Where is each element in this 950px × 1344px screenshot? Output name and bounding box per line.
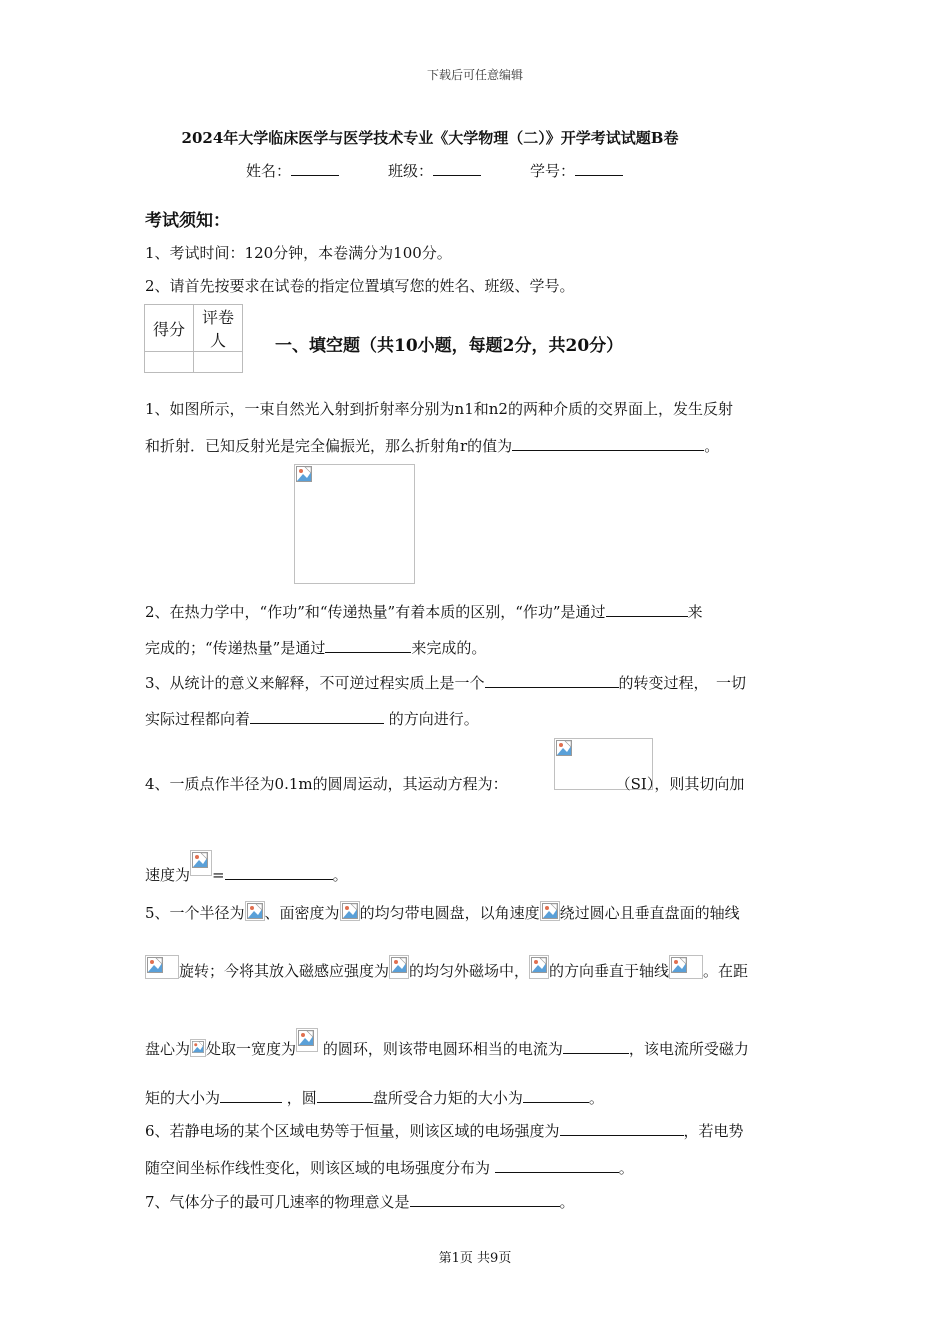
question-5-line-3: 盘心为 处取一宽度为 的圆环，则该带电圆环相当的电流为 ，该电流所受磁力: [145, 1028, 749, 1059]
broken-image-inline: [389, 955, 409, 979]
name-label: 姓名：: [246, 162, 292, 180]
broken-image-figure: [294, 464, 415, 584]
broken-image-inline: [296, 1028, 318, 1052]
class-field-group: [388, 160, 481, 181]
broken-image-icon: [391, 957, 407, 973]
answer-blank[interactable]: [225, 879, 333, 880]
question-5-line-1: 5、一个半径为 、面密度为 的均匀带电圆盘，以角速度 绕过圆心且垂直盘面的轴线: [145, 901, 740, 923]
answer-blank[interactable]: [250, 723, 384, 724]
question-7-line-1: 7、气体分子的最可几速率的物理意义是 。: [145, 1193, 575, 1211]
broken-image-inline: [540, 901, 560, 921]
broken-image-inline: [529, 955, 549, 979]
answer-blank[interactable]: [495, 1172, 619, 1173]
page-title: 2024年大学临床医学与医学技术专业《大学物理（二）》开学考试试题B卷: [181, 129, 679, 147]
question-5-line-4: 矩的大小为 ，圆 盘所受合力矩的大小为 。: [145, 1089, 604, 1107]
question-4-line-1: 4、一质点作半径为0.1m的圆周运动，其运动方程为： （SI），则其切向加: [145, 775, 745, 793]
broken-image-icon: [147, 957, 163, 973]
id-field-group: [530, 160, 623, 181]
question-1-line-1: 1、如图所示，一束自然光入射到折射率分别为n1和n2的两种介质的交界面上，发生反射: [145, 400, 733, 418]
answer-blank[interactable]: [485, 687, 619, 688]
question-6-line-1: 6、若静电场的某个区域电势等于恒量，则该区域的电场强度为 ，若电势: [145, 1122, 744, 1140]
question-6-line-2: 随空间坐标作线性变化，则该区域的电场强度分布为 。: [145, 1159, 634, 1177]
question-3-line-2: 实际过程都向着 的方向进行。: [145, 710, 479, 728]
answer-blank[interactable]: [220, 1102, 282, 1103]
name-blank[interactable]: [291, 175, 339, 176]
notice-item: 2、请首先按要求在试卷的指定位置填写您的姓名、班级、学号。: [145, 277, 575, 295]
answer-blank[interactable]: [317, 1102, 373, 1103]
id-blank[interactable]: [575, 175, 623, 176]
question-5-line-2: 旋转；今将其放入磁感应强度为 的均匀外磁场中， 的方向垂直于轴线 。在距: [145, 955, 748, 981]
class-label: 班级：: [388, 162, 434, 180]
name-field-group: [246, 160, 339, 181]
answer-blank[interactable]: [563, 1053, 629, 1054]
question-4-line-2: 速度为 = 。: [145, 850, 348, 885]
page-footer: 第1页 共9页: [438, 1251, 512, 1266]
question-2-line-2: 完成的；“传递热量”是通过 来完成的。: [145, 639, 487, 657]
header-note: 下载后可任意编辑: [426, 68, 523, 82]
score-table: [144, 304, 243, 373]
answer-blank[interactable]: [560, 1135, 684, 1136]
broken-image-inline: [669, 955, 703, 979]
broken-image-inline: [145, 955, 179, 979]
question-3-line-1: 3、从统计的意义来解释，不可逆过程实质上是一个 的转变过程， 一切: [145, 674, 747, 692]
answer-blank[interactable]: [523, 1102, 589, 1103]
class-blank[interactable]: [433, 175, 481, 176]
broken-image-inline: [190, 850, 212, 876]
id-label: 学号：: [530, 162, 576, 180]
notice-item: 1、考试时间：120分钟，本卷满分为100分。: [145, 244, 452, 262]
broken-image-icon: [531, 957, 547, 973]
broken-image-inline: [340, 901, 360, 921]
question-1-line-2: 和折射．已知反射光是完全偏振光，那么折射角r的值为 。: [145, 437, 720, 455]
score-cell[interactable]: [145, 352, 194, 373]
answer-blank[interactable]: [410, 1206, 560, 1207]
section-title: 一、填空题（共10小题，每题2分，共20分）: [275, 336, 624, 356]
answer-blank[interactable]: [512, 450, 704, 451]
broken-image-icon: [192, 1041, 204, 1053]
broken-image-icon: [542, 903, 558, 919]
broken-image-inline: [245, 901, 265, 921]
broken-image-icon: [556, 740, 572, 756]
broken-image-icon: [296, 466, 312, 482]
broken-image-icon: [342, 903, 358, 919]
grader-cell[interactable]: [194, 352, 243, 373]
answer-blank[interactable]: [325, 652, 411, 653]
broken-image-icon: [298, 1030, 314, 1046]
score-header: 得分: [145, 305, 194, 352]
answer-blank[interactable]: [606, 616, 688, 617]
grader-header: 评卷人: [194, 305, 243, 352]
broken-image-inline: [190, 1039, 206, 1057]
broken-image-icon: [192, 852, 208, 868]
notice-title: 考试须知：: [145, 211, 230, 231]
broken-image-icon: [247, 903, 263, 919]
question-2-line-1: 2、在热力学中，“作功”和“传递热量”有着本质的区别，“作功”是通过 来: [145, 603, 703, 621]
broken-image-icon: [671, 957, 687, 973]
